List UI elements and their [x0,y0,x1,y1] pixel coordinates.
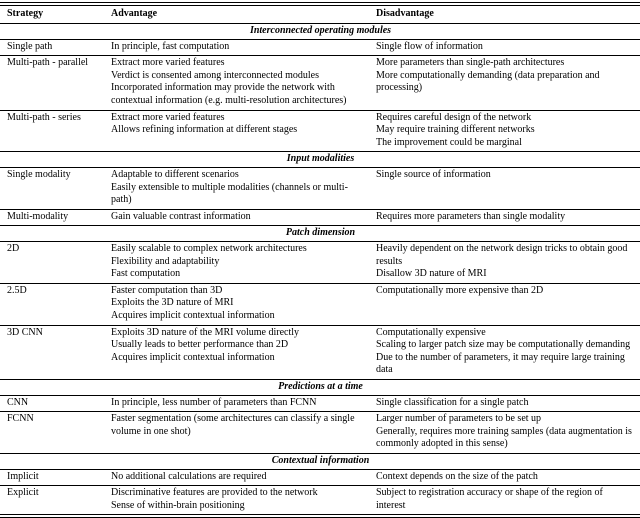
table-row [0,209,640,226]
strategy-cell: 3D CNN [0,325,104,379]
advantage-cell [104,469,369,486]
disadvantage-cell [369,412,640,454]
cell-line: Heavily dependent on the network design tricks to obtain good results [376,243,628,267]
cell-line: Computationally expensive [376,326,486,338]
cell-line: Requires more parameters than single modality [376,210,566,222]
advantage-cell [104,242,369,284]
disadvantage-cell [369,168,640,210]
strategy-cell: Implicit [0,469,104,486]
disadvantage-cell [369,242,640,284]
disadvantage-cell [369,39,640,56]
disadvantage-cell [369,56,640,110]
disadvantage-cell [369,110,640,152]
table-row [0,39,640,56]
strategy-cell: Single modality [0,168,104,210]
section-title: Contextual information [0,453,640,469]
section-header-row [0,152,640,168]
advantage-cell [104,39,369,56]
cell-line: Disallow 3D nature of MRI [376,268,487,280]
cell-line: Faster computation than 3D [111,284,223,296]
table-row [0,56,640,110]
table-row [0,242,640,284]
cell-line: Usually leads to better performance than 2D [111,339,289,351]
cell-line: Faster segmentation (some architectures can classify a single volume in one shot) [111,413,355,437]
section-title: Input modalities [0,152,640,168]
cell-line: Exploits the 3D nature of MRI [111,297,234,309]
cell-line: More parameters than single-path architectures [376,57,565,69]
cell-line: Extract more varied features [111,57,225,69]
section-header-row [0,24,640,40]
cell-line: Flexibility and adaptability [111,255,220,267]
section-header-row [0,453,640,469]
col-header-advantage: Advantage [104,5,369,24]
table-row [0,110,640,152]
cell-line: Due to the number of parameters, it may require large training data [376,351,625,376]
col-header-disadvantage: Disadvantage [369,5,640,24]
strategy-cell: CNN [0,395,104,412]
cell-line: May require training different networks [376,124,535,136]
cell-line: More computationally demanding (data preparation and processing) [376,69,600,94]
table-body [0,24,640,515]
advantage-cell [104,395,369,412]
cell-line: Adaptable to different scenarios [111,169,239,181]
cell-line: Single classification for a single patch [376,396,529,408]
cell-line: Discriminative features are provided to the network [111,487,318,499]
cell-line: Single flow of information [376,40,483,52]
cell-line: Sense of within-brain positioning [111,499,245,511]
table-row [0,283,640,325]
advantage-cell [104,168,369,210]
table-row [0,168,640,210]
table-row [0,395,640,412]
strategy-cell: Single path [0,39,104,56]
header-row [0,5,640,24]
strategy-cell: 2.5D [0,283,104,325]
cell-line: Acquires implicit contextual information [111,309,275,321]
section-title: Predictions at a time [0,379,640,395]
advantage-cell [104,56,369,110]
cell-line: Easily scalable to complex network architectures [111,243,307,254]
section-title: Interconnected operating modules [0,24,640,40]
disadvantage-cell [369,325,640,379]
cell-line: No additional calculations are required [111,470,267,482]
cell-line: Computationally more expensive than 2D [376,284,544,296]
disadvantage-cell [369,283,640,325]
cell-line: Scaling to larger patch size may be computationally demanding [376,339,631,351]
disadvantage-cell [369,469,640,486]
table-row [0,486,640,515]
strategy-cell: Multi-modality [0,209,104,226]
strategy-cell: 2D [0,242,104,284]
table-row [0,325,640,379]
section-title: Patch dimension [0,226,640,242]
cell-line: Allows refining information at different stages [111,124,298,136]
cell-line: Exploits 3D nature of the MRI volume directly [111,326,300,338]
section-header-row [0,226,640,242]
disadvantage-cell [369,395,640,412]
advantage-cell [104,110,369,152]
section-header-row [0,379,640,395]
advantage-cell [104,486,369,515]
cell-line: In principle, less number of parameters than FCNN [111,396,317,408]
cell-line: Extract more varied features [111,111,225,123]
advantage-cell [104,283,369,325]
cell-line: The improvement could be marginal [376,136,522,148]
strategy-cell: Multi-path - series [0,110,104,152]
cell-line: Incorporated information may provide the network with contextual information (e.g. multi-resolution architectures) [111,82,347,107]
cell-line: In principle, fast computation [111,40,230,52]
cell-line: Requires careful design of the network [376,111,532,123]
col-header-strategy: Strategy [0,5,104,24]
cell-line: Gain valuable contrast information [111,210,251,222]
cell-line: Subject to registration accuracy or shape of the region of interest [376,487,603,511]
disadvantage-cell [369,209,640,226]
advantage-cell [104,325,369,379]
cell-line: Acquires implicit contextual information [111,351,275,363]
advantage-cell [104,412,369,454]
table-row [0,412,640,454]
cell-line: Fast computation [111,268,181,280]
strategy-cell: FCNN [0,412,104,454]
cell-line: Verdict is consented among interconnected modules [111,69,319,81]
strategy-cell: Explicit [0,486,104,515]
strategy-cell: Multi-path - parallel [0,56,104,110]
strategy-comparison-table [0,5,640,516]
cell-line: Easily extensible to multiple modalities (channels or multi-path) [111,181,348,206]
table-outer-rules [0,2,640,518]
cell-line: Generally, requires more training samples (data augmentation is commonly adopted in this sense) [376,425,632,450]
cell-line: Single source of information [376,169,491,181]
cell-line: Larger number of parameters to be set up [376,413,542,425]
table-row [0,469,640,486]
disadvantage-cell [369,486,640,515]
cell-line: Context depends on the size of the patch [376,470,538,482]
advantage-cell [104,209,369,226]
